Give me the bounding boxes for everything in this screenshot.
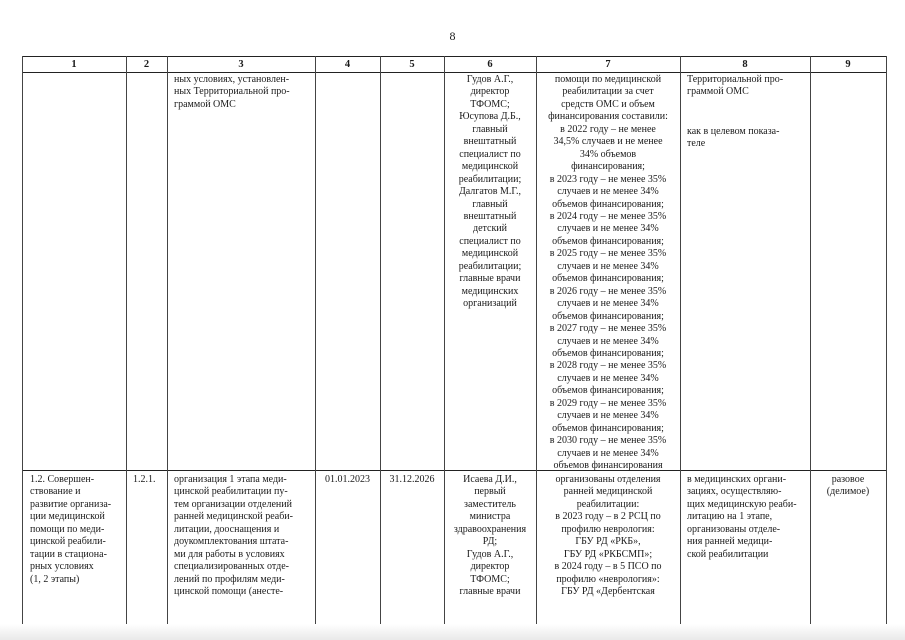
cont-col8-text-a: Территориальной про- граммой ОМС [687, 74, 784, 98]
header-bottom-rule [22, 72, 886, 73]
row-1-2-end-date: 31.12.2026 [389, 474, 435, 485]
column-header-2: 2 [143, 59, 150, 70]
column-header-5: 5 [409, 59, 415, 70]
row-1-2-result: организованы отделения ранней медицинской реабилитации: в 2023 году – в 2 РСЦ по профилю неврология: ГБУ РД «РКБ», ГБУ РД «РКБСМП»; в 2024 году – в 5 ПСО по профилю «неврология»: ГБУ РД «Дербентская [554, 474, 662, 598]
column-header-9: 9 [845, 59, 851, 70]
page-number: 8 [449, 29, 456, 43]
row-1-2-type: разовое (делимое) [826, 474, 870, 498]
row-1-2-number: 1.2.1. [133, 474, 156, 485]
column-header-7: 7 [605, 59, 611, 70]
column-header-1: 1 [71, 59, 77, 70]
column-header-8: 8 [742, 59, 748, 70]
row-1-2-title: 1.2. Совершен- ствование и развитие организа- ции медицинской помощи по меди- цинской реабили- тации в стациона- рных условиях (1, 2 этапы) [30, 474, 112, 585]
row-1-2-start-date: 01.01.2023 [325, 474, 370, 485]
column-header-3: 3 [238, 59, 244, 70]
cont-col8-text-b: как в целевом показа- теле [687, 126, 780, 150]
row-1-2-responsible: Исаева Д.И., первый заместитель министра здравоохранения РД; Гудов А.Г., директор ТФОМС; главные врачи [453, 474, 527, 598]
scan-bottom-edge [0, 624, 905, 640]
column-rule [22, 56, 23, 626]
column-rule [315, 56, 316, 626]
column-rule [380, 56, 381, 626]
table-top-rule [22, 56, 886, 57]
cont-col6-responsible: Гудов А.Г., директор ТФОМС; Юсупова Д.Б., главный внештатный специалист по медицинской реабилитации; Далгатов М.Г., главный внештатный детский специалист по медицинской реабилитации; главные врачи медицинских организаций [458, 74, 522, 310]
column-rule [886, 56, 887, 626]
column-rule [126, 56, 127, 626]
column-header-6: 6 [487, 59, 493, 70]
cont-col3-text: ных условиях, установлен- ных Территориальной про- граммой ОМС [174, 74, 290, 110]
column-rule [680, 56, 681, 626]
row-1-2-measure: организация 1 этапа меди- цинской реабилитации пу- тем организации отделений ранней медицинской реаби- литации, дооснащения и доукомплектования штата- ми для работы в условиях специализированных отде- лений по профилям меди- цинской помощи (анесте- [174, 474, 293, 598]
row-1-2-indicator: в медицинских органи- зациях, осуществляю- щих медицинскую реаби- литацию на 1 этапе, организованы отделе- ния ранней медици- ской реабилитации [687, 474, 797, 560]
column-rule [167, 56, 168, 626]
column-header-4: 4 [344, 59, 351, 70]
column-rule [810, 56, 811, 626]
cont-col7-result: помощи по медицинской реабилитации за счет средств ОМС и объем финансирования составили: в 2022 году – не менее 34,5% случаев и не менее 34% объемов финансирования; в 2023 году – не менее 35% случаев и не менее 34% объемов финансирования; в 2024 году – не менее 35% случаев и не менее 34% объемов финансирования; в 2025 году – не менее 35% случаев и не менее 34% объемов финансирования; в 2026 году – не менее 35% случаев и не менее 34% объемов финансирования; в 2027 году – не менее 35% случаев и не менее 34% объемов финансирования; в 2028 году – не менее 35% случаев и не менее 34% объемов финансирования; в 2029 году – не менее 35% случаев и не менее 34% объемов финансирования; в 2030 году – не менее 35% случаев и не менее 34% объемов финансирования [548, 74, 668, 472]
row-divider [22, 470, 886, 471]
